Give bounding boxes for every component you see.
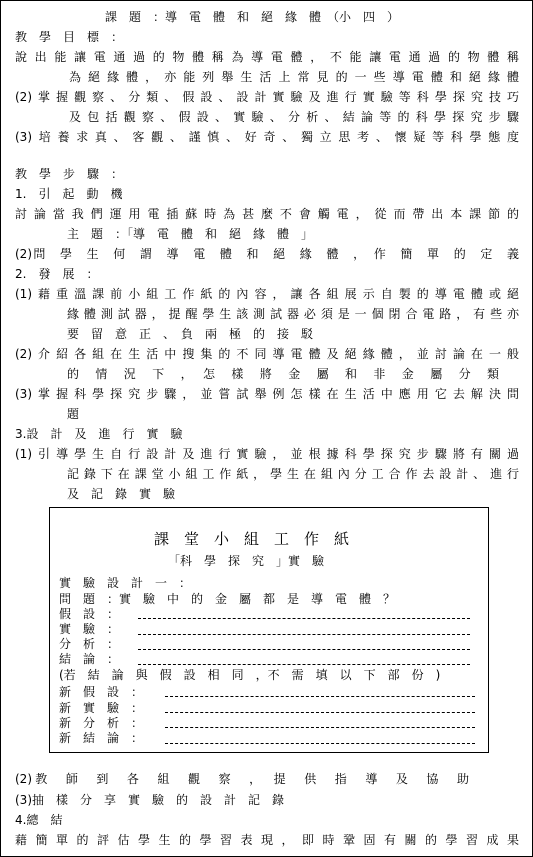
conclusion-label: 結 論 ： [59, 652, 120, 666]
steps-header: 教 學 步 驟 ： [15, 167, 124, 181]
worksheet-note: (若 結 論 與 假 設 相 同 ，不 需 填 以 下 部 份 ) [59, 668, 441, 682]
worksheet-box [49, 507, 489, 753]
experiment-field-label: 實 驗 ： [59, 622, 120, 636]
step-line: 記錄下在課堂小組工作紙，學生在組內分工合作去設計、進行 [67, 467, 519, 481]
objective-line: 為絕緣體，亦能列舉生活上常見的一些導電體和絕緣體 [69, 70, 519, 84]
objective-line: (2)掌握觀察、分類、假設、設計實驗及進行實驗等科學探究技巧 [15, 90, 519, 104]
new-conclusion-blank[interactable] [165, 743, 475, 744]
new-analysis-blank[interactable] [165, 727, 475, 728]
step-heading: 2. 發 展 ： [15, 267, 99, 281]
objective-line: 及包括觀察、假設、實驗、分析、結論等的科學探究步驟 [69, 110, 519, 124]
experiment-label: 實 驗 設 計 一 ： [59, 576, 192, 590]
step-line: 討論當我們運用電插蘇時為甚麼不會觸電，從而帶出本課節的 [15, 207, 519, 221]
worksheet-subtitle: 「科 學 探 究 」實 驗 [168, 554, 325, 568]
objective-line: (3)培養求真、客觀、謹慎、好奇、獨立思考、懷疑等科學態度 [15, 130, 519, 144]
step-line: 緣體測試器，提醒學生該測試器必須是一個閉合電路，有些亦 [67, 307, 519, 321]
step-line: 及 記 錄 實 驗 [67, 487, 176, 501]
closing-line: (3)抽 樣 分 享 實 驗 的 設 計 記 錄 [15, 793, 284, 807]
step-line: (1)藉重溫課前小組工作紙的內容，讓各組展示自製的導電體或絕 [15, 287, 519, 301]
new-hypothesis-blank[interactable] [165, 696, 475, 697]
hypothesis-label: 假 設 ： [59, 607, 120, 621]
objectives-header: 教 學 目 標 ： [15, 30, 124, 44]
step-line: 的 情 況 下 ， 怎 樣 將 金 屬 和 非 金 屬 分 類 [67, 367, 499, 381]
worksheet-title: 課 堂 小 組 工 作 紙 [154, 530, 350, 548]
step-line: 主 題 ：「導 電 體 和 絕 緣 體 」 [67, 227, 314, 241]
new-experiment-label: 新 實 驗 ： [59, 701, 144, 715]
closing-line: (2)教 師 到 各 組 觀 察 ， 提 供 指 導 及 協 助 [15, 772, 469, 786]
new-conclusion-label: 新 結 論 ： [59, 731, 144, 745]
new-hypothesis-label: 新 假 設 ： [59, 685, 144, 699]
closing-line: 藉簡單的評估學生的學習表現，即時鞏固有關的學習成果 [15, 833, 519, 847]
step-heading: 1. 引 起 動 機 [15, 187, 123, 201]
new-experiment-blank[interactable] [165, 712, 475, 713]
problem-label: 問 題 ：實 驗 中 的 金 屬 都 是 導 電 體 ？ [59, 592, 396, 606]
step-line: 題 [67, 407, 80, 421]
hypothesis-blank[interactable] [138, 618, 470, 619]
step-line: (3)掌握科學探究步驟，並嘗試舉例怎樣在生活中應用它去解決問 [15, 387, 519, 401]
analysis-blank[interactable] [138, 649, 470, 650]
closing-heading: 4.總 結 [15, 813, 63, 827]
new-analysis-label: 新 分 析 ： [59, 716, 144, 730]
step-heading: 3.設 計 及 進 行 實 驗 [15, 427, 183, 441]
step-line: (1)引導學生自行設計及進行實驗，並根據科學探究步驟將有關過 [15, 447, 519, 461]
step-line: 要 留 意 正 、 負 兩 極 的 接 駁 [67, 327, 314, 341]
experiment-blank[interactable] [138, 634, 470, 635]
conclusion-blank[interactable] [138, 664, 470, 665]
objective-line: 說出能讓電通過的物體稱為導電體，不能讓電通過的物體稱 [15, 50, 519, 64]
step-line: (2)介紹各組在生活中搜集的不同導電體及絕緣體，並討論在一般 [15, 347, 519, 361]
lesson-title: 課 題 ：導 電 體 和 絕 緣 體 （小 四 ） [105, 10, 400, 24]
step-line: (2)問 學 生 何 謂 導 電 體 和 絕 緣 體 ， 作 簡 單 的 定 義 [15, 247, 519, 261]
analysis-label: 分 析 ： [59, 637, 120, 651]
